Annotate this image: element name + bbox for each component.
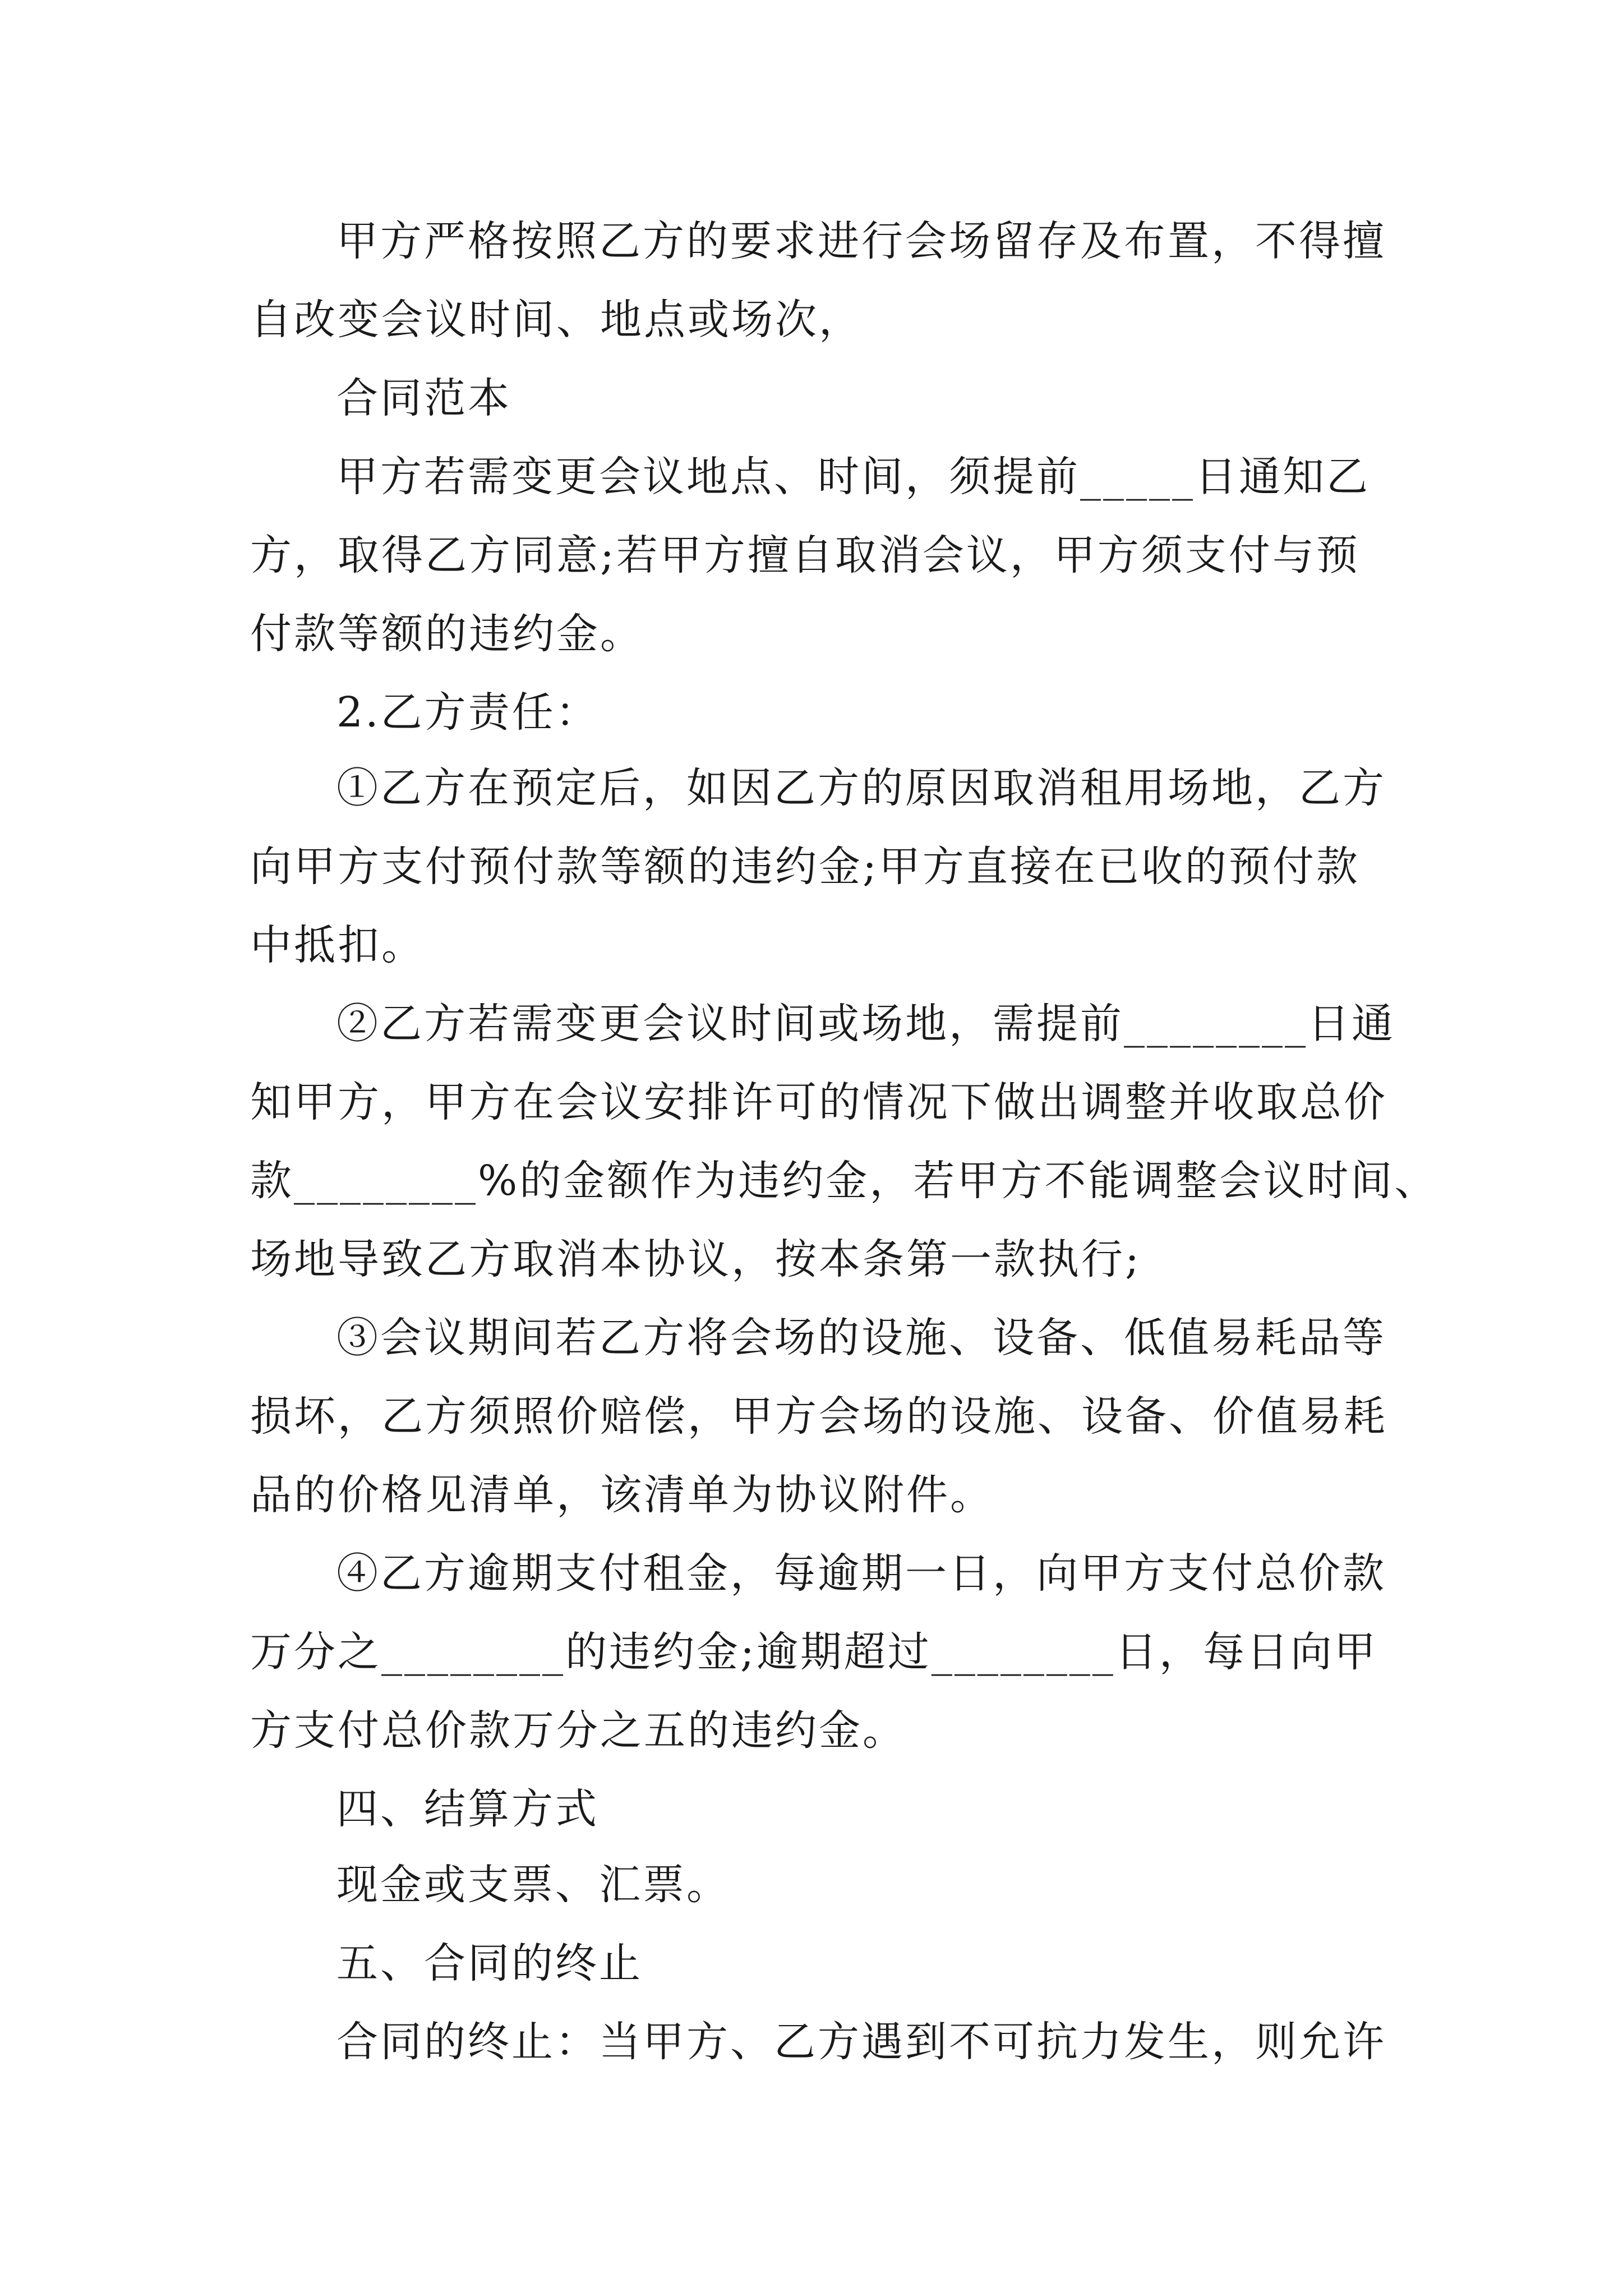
paragraph-line: 甲方若需变更会议地点、时间，须提前_____日通知乙: [336, 453, 1370, 501]
section-heading: 2.乙方责任：: [336, 688, 600, 737]
paragraph-line: 现金或支票、汇票。: [336, 1861, 730, 1909]
paragraph-line: 知甲方，甲方在会议安排许可的情况下做出调整并收取总价: [250, 1078, 1387, 1126]
paragraph-line: 万分之________的违约金;逾期超过________日，每日向甲: [250, 1628, 1378, 1676]
paragraph-line: 合同的终止：当甲方、乙方遇到不可抗力发生，则允许: [336, 2018, 1386, 2066]
paragraph-line: 方支付总价款万分之五的违约金。: [250, 1706, 906, 1755]
paragraph-line: 自改变会议时间、地点或场次，: [250, 296, 863, 344]
paragraph-line: 向甲方支付预付款等额的违约金;甲方直接在已收的预付款: [250, 843, 1360, 891]
paragraph-line: ②乙方若需变更会议时间或场地，需提前________日通: [336, 1000, 1395, 1048]
paragraph-line: 甲方严格按照乙方的要求进行会场留存及布置，不得擅: [336, 217, 1386, 265]
section-heading: 四、结算方式: [336, 1785, 599, 1833]
section-heading: 五、合同的终止: [336, 1939, 643, 1987]
paragraph-line: 方，取得乙方同意;若甲方擅自取消会议，甲方须支付与预: [250, 531, 1360, 579]
paragraph-line: ④乙方逾期支付租金，每逾期一日，向甲方支付总价款: [336, 1549, 1386, 1598]
paragraph-line: 损坏，乙方须照价赔偿，甲方会场的设施、设备、价值易耗: [250, 1392, 1387, 1441]
paragraph-line: 品的价格见清单，该清单为协议附件。: [250, 1471, 994, 1519]
paragraph-line: 场地导致乙方取消本协议，按本条第一款执行;: [250, 1235, 1141, 1283]
paragraph-line: 款________%的金额作为违约金，若甲方不能调整会议时间、: [250, 1157, 1438, 1205]
paragraph-line: 中抵扣。: [250, 921, 425, 969]
section-heading: 合同范本: [336, 374, 511, 422]
paragraph-line: ①乙方在预定后，如因乙方的原因取消租用场地，乙方: [336, 764, 1386, 812]
paragraph-line: ③会议期间若乙方将会场的设施、设备、低值易耗品等: [336, 1314, 1386, 1362]
paragraph-line: 付款等额的违约金。: [250, 610, 644, 658]
